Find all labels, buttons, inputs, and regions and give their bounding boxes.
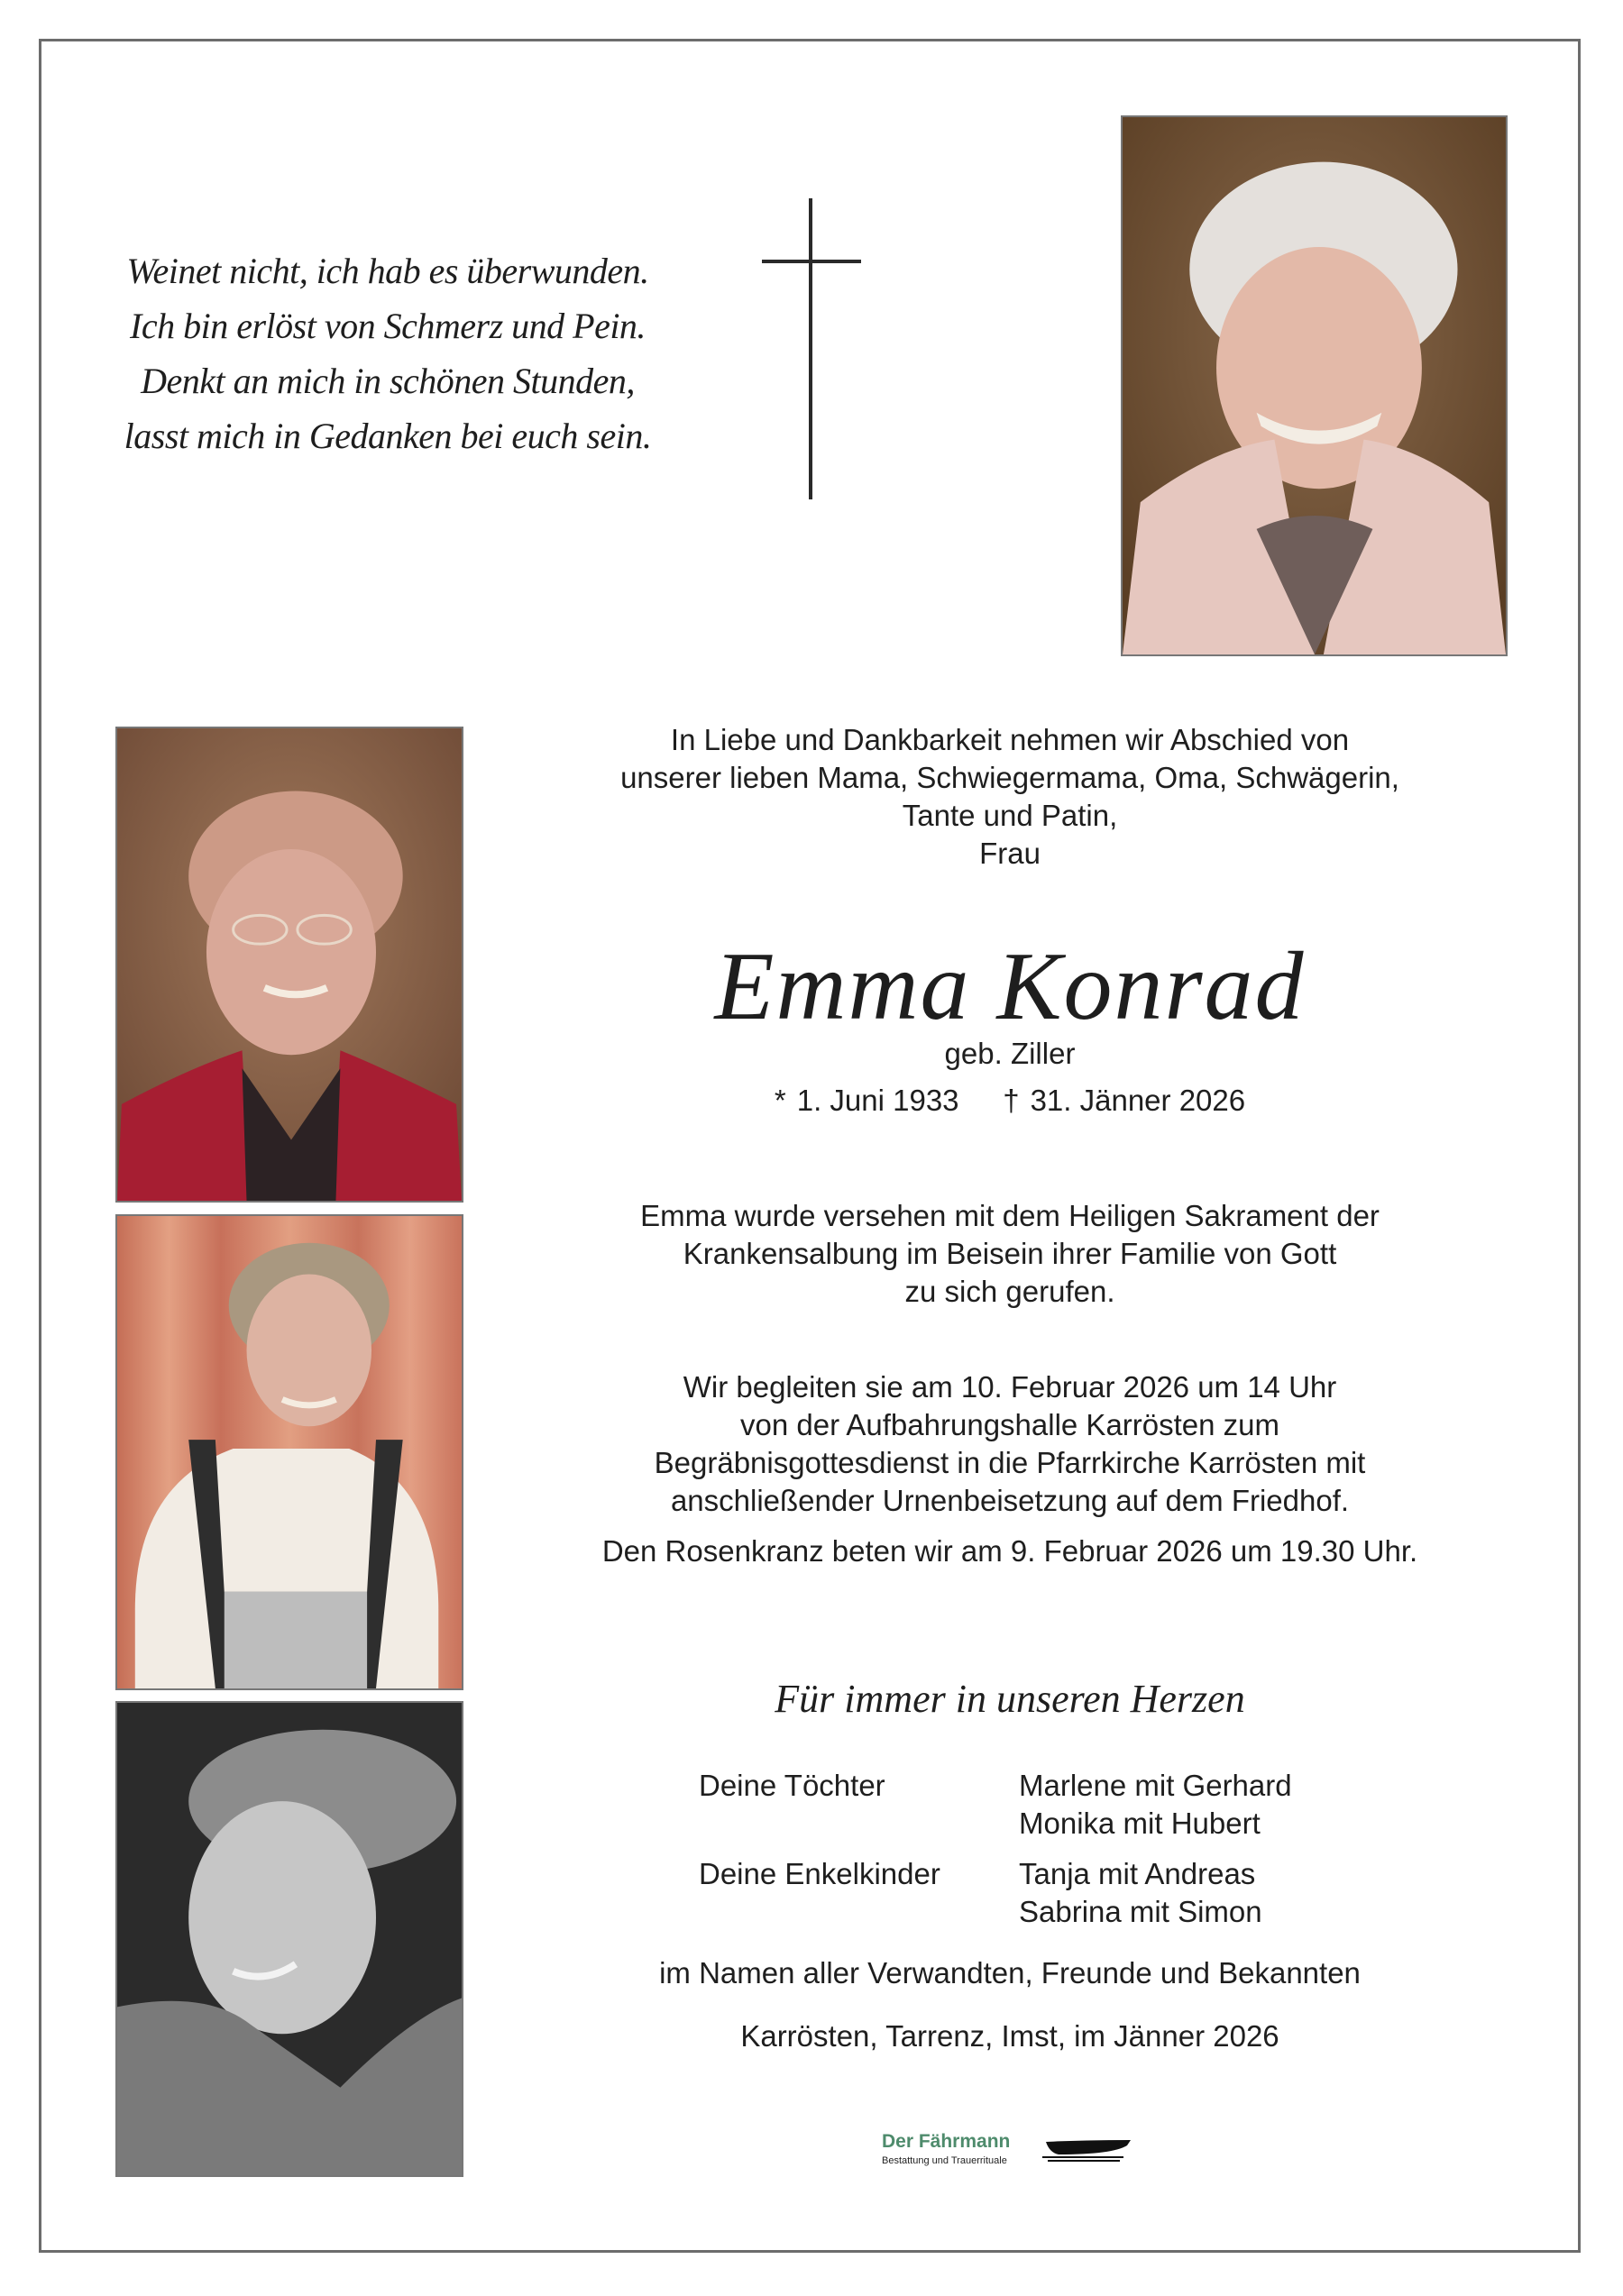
text-line: Wir begleiten sie am 10. Februar 2026 um 14 Uhr <box>683 1370 1337 1404</box>
cross-icon <box>762 198 861 499</box>
maiden-name: geb. Ziller <box>944 1037 1076 1070</box>
portrait-photo-3 <box>115 1701 463 2177</box>
family-member: Sabrina mit Simon <box>1019 1895 1262 1928</box>
boat-icon <box>1041 2136 1132 2165</box>
funeral-home-logo <box>882 2131 1152 2174</box>
intro-line: Frau <box>979 837 1041 870</box>
family-member: Monika mit Hubert <box>1019 1807 1261 1840</box>
poem-line: lasst mich in Gedanken bei euch sein. <box>124 416 652 456</box>
intro-line: Tante und Patin, <box>902 799 1118 832</box>
birth-date: 1. Juni 1933 <box>796 1084 959 1117</box>
rosary-text: Den Rosenkranz beten wir am 9. Februar 2026 um 19.30 Uhr. <box>601 1534 1418 1568</box>
poem-line: Ich bin erlöst von Schmerz und Pein. <box>130 306 646 346</box>
funeral-paragraph <box>541 1368 1479 1520</box>
death-cross-icon: † <box>1003 1084 1020 1117</box>
family-relation: Deine Enkelkinder <box>699 1857 940 1890</box>
portrait-photo-1 <box>115 727 463 1203</box>
intro-line: unserer lieben Mama, Schwiegermama, Oma, Schwägerin, <box>620 761 1399 794</box>
text-line: von der Aufbahrungshalle Karrösten zum <box>739 1408 1280 1441</box>
logo-title: Der Fährmann <box>882 2131 1011 2152</box>
text-line: anschließender Urnenbeisetzung auf dem Friedhof. <box>670 1484 1350 1517</box>
poem-line: Denkt an mich in schönen Stunden, <box>141 361 635 401</box>
text-line: Emma wurde versehen mit dem Heiligen Sakrament der <box>640 1199 1380 1232</box>
family-member: Marlene mit Gerhard <box>1019 1769 1292 1802</box>
place-date: Karrösten, Tarrenz, Imst, im Jänner 2026 <box>740 2019 1279 2053</box>
text-line: Begräbnisgottesdienst in die Pfarrkirche Karrösten mit <box>654 1446 1366 1479</box>
poem-line: Weinet nicht, ich hab es überwunden. <box>126 251 649 291</box>
family-list <box>699 1767 1292 1944</box>
intro-text <box>541 721 1479 873</box>
poem <box>90 243 685 463</box>
sacrament-paragraph <box>541 1197 1479 1311</box>
text-line: Krankensalbung im Beisein ihrer Familie von Gott <box>683 1237 1337 1270</box>
portrait-photo-main <box>1121 115 1508 656</box>
portrait-photo-2 <box>115 1214 463 1690</box>
intro-line: In Liebe und Dankbarkeit nehmen wir Abschied von <box>670 723 1350 756</box>
logo-subtitle: Bestattung und Trauerrituale <box>882 2155 1007 2166</box>
family-row <box>699 1767 1292 1843</box>
family-row <box>699 1855 1292 1931</box>
text-line: zu sich gerufen. <box>904 1275 1115 1308</box>
closing-text: im Namen aller Verwandten, Freunde und Bekannten <box>659 1956 1361 1990</box>
life-dates <box>541 1082 1479 1120</box>
family-member: Tanja mit Andreas <box>1019 1857 1256 1890</box>
deceased-name: Emma Konrad <box>714 933 1306 1040</box>
birth-star-icon: * <box>774 1084 786 1117</box>
family-relation: Deine Töchter <box>699 1769 885 1802</box>
motto: Für immer in unseren Herzen <box>775 1677 1245 1721</box>
death-date: 31. Jänner 2026 <box>1030 1084 1246 1117</box>
